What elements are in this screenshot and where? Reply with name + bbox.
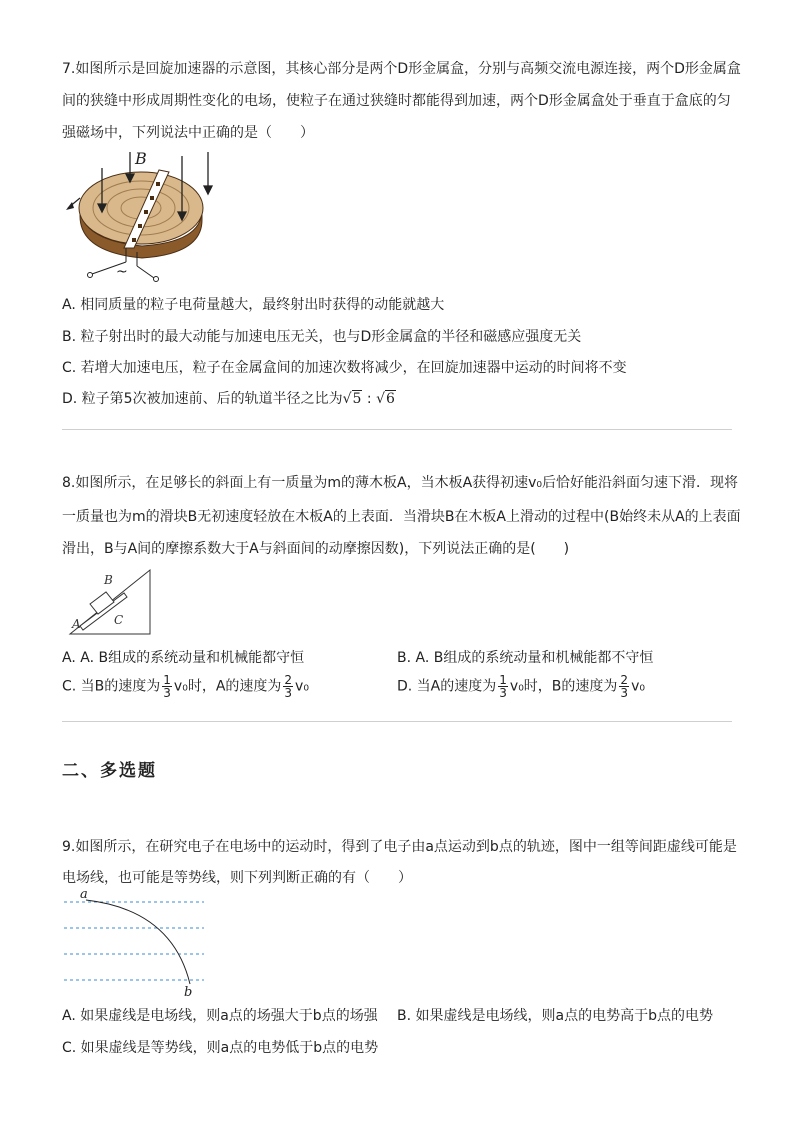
section-heading: 二、多选题 xyxy=(62,761,157,781)
q7-text-line-1: 7.如图所示是回旋加速器的示意图，其核心部分是两个D形金属盒，分别与高频交流电源连接，两个D形金属盒 xyxy=(62,61,741,77)
q9-text-line-1: 9.如图所示，在研究电子在电场中的运动时，得到了电子由a点运动到b点的轨迹，图中一组等间距虚线可能是 xyxy=(62,839,737,855)
trajectory-label-b: b xyxy=(184,985,193,1000)
q8-option-c-text: C. 当B的速度为 xyxy=(62,678,161,695)
divider xyxy=(62,721,732,722)
q7-text-line-2: 间的狭缝中形成周期性变化的电场，使粒子在通过狭缝时都能得到加速，两个D形金属盒处于垂直于盒底的匀 xyxy=(62,93,731,109)
ratio-separator: : xyxy=(362,391,377,407)
q8-option-c[interactable] xyxy=(62,674,309,699)
cyclotron-label-B: B xyxy=(135,149,147,168)
fraction-two-thirds: $\frac{2}{3}$ xyxy=(284,673,293,700)
fraction-one-third: $\frac{1}{3}$ xyxy=(499,673,507,700)
q8-option-d[interactable] xyxy=(397,674,645,699)
q8-option-c-end: v₀ xyxy=(295,678,309,695)
fraction-two-thirds: $\frac{2}{3}$ xyxy=(620,673,629,700)
fraction-one-third: $\frac{1}{3}$ xyxy=(163,673,171,700)
q8-text-line-3: 滑出，B与A间的摩擦系数大于A与斜面间的动摩擦因数)，下列说法正确的是( ) xyxy=(62,541,570,557)
q7-option-b[interactable]: B. 粒子射出时的最大动能与加速电压无关，也与D形金属盒的半径和磁感应强度无关 xyxy=(62,329,582,345)
trajectory-label-a: a xyxy=(80,887,88,902)
q7-option-c[interactable]: C. 若增大加速电压，粒子在金属盒间的加速次数将减少，在回旋加速器中运动的时间将不变 xyxy=(62,360,627,376)
q8-option-d-end: v₀ xyxy=(631,678,645,695)
q8-option-d-mid: v₀时，B的速度为 xyxy=(509,678,618,695)
divider xyxy=(62,429,732,430)
incline-label-A: A xyxy=(72,617,81,631)
q8-text-line-1: 8.如图所示，在足够长的斜面上有一质量为m的薄木板A，当木板A获得初速v₀后恰好能沿斜面匀速下滑．现将 xyxy=(62,475,739,491)
q7-text-line-3: 强磁场中，下列说法中正确的是（ ） xyxy=(62,125,314,141)
cyclotron-figure xyxy=(62,148,222,283)
q7-option-a[interactable]: A. 相同质量的粒子电荷量越大，最终射出时获得的动能就越大 xyxy=(62,297,445,313)
q9-option-b[interactable]: B. 如果虚线是电场线，则a点的电势高于b点的电势 xyxy=(397,1008,713,1024)
q8-option-c-mid: v₀时，A的速度为 xyxy=(173,678,282,695)
q8-text-line-2: 一质量也为m的滑块B无初速度轻放在木板A的上表面．当滑块B在木板A上滑动的过程中(B始终未从A的上表面 xyxy=(62,509,741,525)
q9-option-c[interactable]: C. 如果虚线是等势线，则a点的电势低于b点的电势 xyxy=(62,1040,379,1056)
q9-option-a[interactable]: A. 如果虚线是电场线，则a点的场强大于b点的场强 xyxy=(62,1008,378,1024)
incline-label-C: C xyxy=(114,613,124,627)
q7-option-d-text: D. 粒子第5次被加速前、后的轨道半径之比为 xyxy=(62,391,343,407)
incline-figure xyxy=(66,566,156,638)
sqrt-6: √6 xyxy=(376,391,395,407)
q9-text-line-2: 电场线，也可能是等势线，则下列判断正确的有（ ） xyxy=(62,870,412,886)
ac-source-symbol: ~ xyxy=(116,264,128,280)
incline-label-B: B xyxy=(104,573,113,587)
q8-option-b[interactable]: B. A. B组成的系统动量和机械能都不守恒 xyxy=(397,650,654,666)
trajectory-figure xyxy=(62,886,212,1000)
q8-option-d-text: D. 当A的速度为 xyxy=(397,678,497,695)
q8-option-a[interactable]: A. A. B组成的系统动量和机械能都守恒 xyxy=(62,650,305,666)
q7-option-d[interactable] xyxy=(62,388,396,408)
sqrt-5: √5 xyxy=(342,391,362,407)
